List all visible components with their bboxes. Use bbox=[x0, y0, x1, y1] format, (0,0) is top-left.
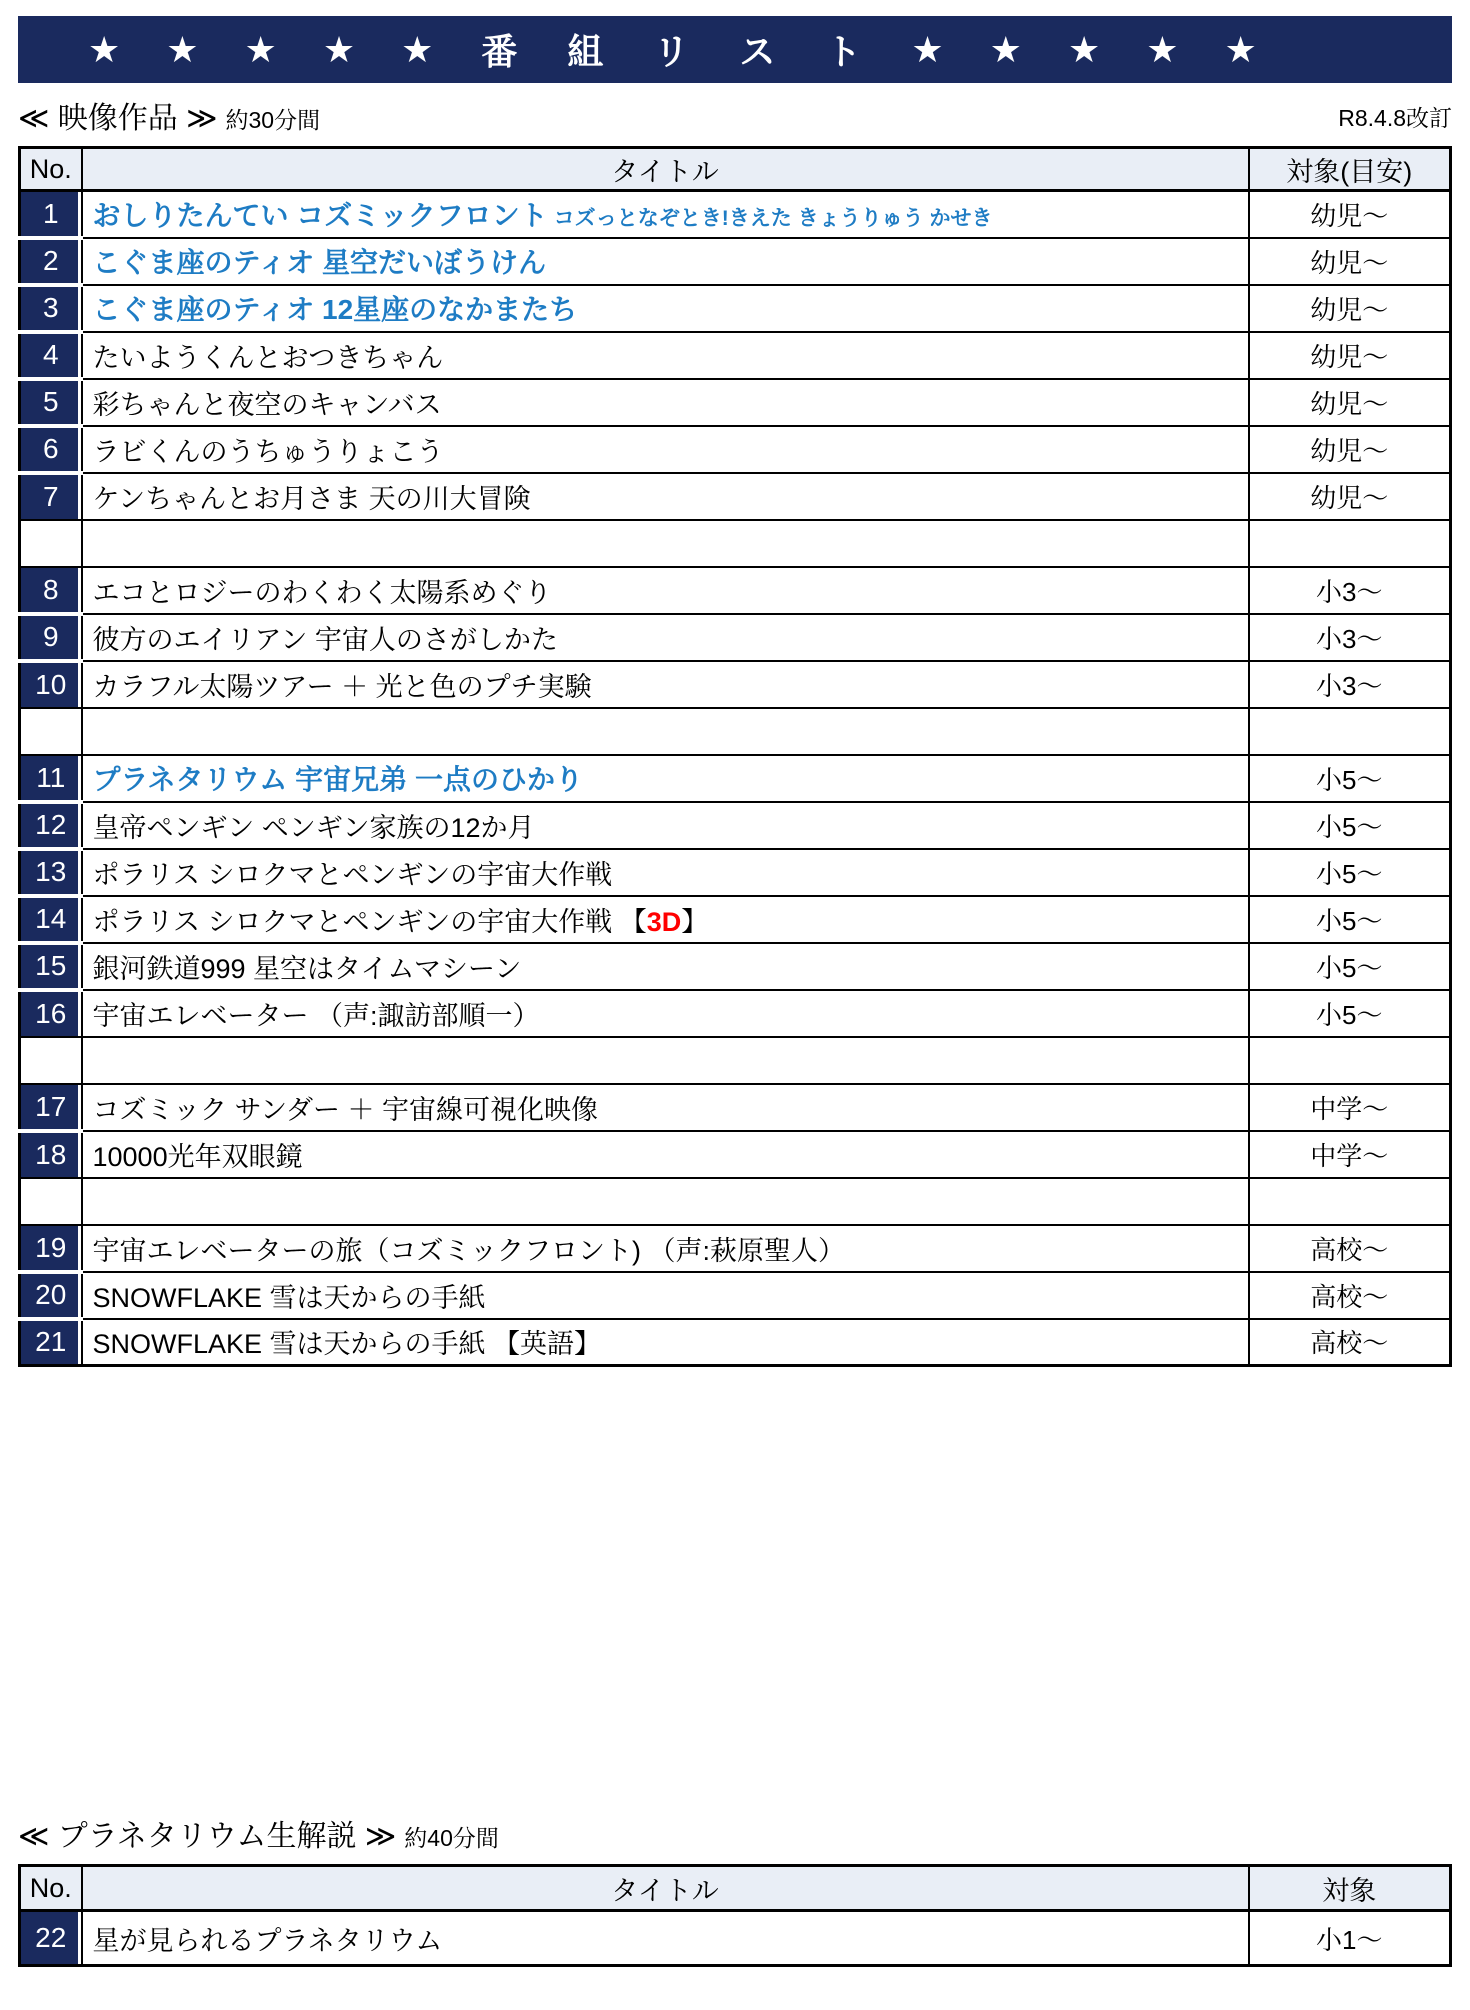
table-row bbox=[20, 849, 1451, 896]
row-title bbox=[82, 614, 1249, 661]
row-number: 12 bbox=[20, 802, 82, 849]
title-text: 彼方のエイリアン 宇宙人のさがしかた bbox=[92, 624, 558, 655]
row-target: 高校～ bbox=[1249, 1319, 1451, 1366]
table-row bbox=[20, 238, 1451, 285]
separator-row bbox=[20, 1178, 1451, 1225]
row-number: 5 bbox=[20, 379, 82, 426]
row-number bbox=[20, 1178, 82, 1225]
row-title bbox=[82, 1084, 1249, 1131]
title-text: たいようくんとおつきちゃん bbox=[92, 342, 444, 373]
row-number: 16 bbox=[20, 990, 82, 1037]
section2-heading bbox=[18, 1811, 499, 1855]
table-row bbox=[20, 1225, 1451, 1272]
row-title bbox=[82, 943, 1249, 990]
row-title bbox=[82, 473, 1249, 520]
row-target: 小3～ bbox=[1249, 661, 1451, 708]
row-target: 小5～ bbox=[1249, 990, 1451, 1037]
row-title bbox=[82, 990, 1249, 1037]
column-header-target: 対象 bbox=[1249, 1866, 1451, 1911]
live-show-table bbox=[18, 1864, 1452, 1967]
row-number: 15 bbox=[20, 943, 82, 990]
column-header-target: 対象(目安) bbox=[1249, 148, 1451, 191]
title-tail: 】 bbox=[681, 906, 709, 937]
section1-heading-row bbox=[18, 97, 1452, 137]
row-number: 19 bbox=[20, 1225, 82, 1272]
section1-duration: 約30分間 bbox=[225, 107, 321, 133]
row-number: 4 bbox=[20, 332, 82, 379]
column-header-no: No. bbox=[20, 1866, 82, 1911]
row-number: 20 bbox=[20, 1272, 82, 1319]
table-row bbox=[20, 1131, 1451, 1178]
row-number bbox=[20, 520, 82, 567]
title-3d-badge: 3D bbox=[646, 906, 682, 937]
table-row bbox=[20, 1911, 1451, 1966]
title-text: 宇宙エレベーターの旅（コズミックフロント) （声:萩原聖人） bbox=[92, 1235, 845, 1266]
row-title bbox=[82, 849, 1249, 896]
row-target: 小3～ bbox=[1249, 614, 1451, 661]
row-number: 9 bbox=[20, 614, 82, 661]
table-row bbox=[20, 896, 1451, 943]
row-title bbox=[82, 1225, 1249, 1272]
separator-row bbox=[20, 708, 1451, 755]
table-row bbox=[20, 943, 1451, 990]
page-title: 番 組 リ ス ト bbox=[481, 31, 882, 72]
row-number: 13 bbox=[20, 849, 82, 896]
title-text: プラネタリウム 宇宙兄弟 一点のひかり bbox=[92, 764, 583, 795]
row-title bbox=[82, 332, 1249, 379]
separator-row bbox=[20, 520, 1451, 567]
row-target: 幼児～ bbox=[1249, 379, 1451, 426]
table-row bbox=[20, 567, 1451, 614]
row-number: 7 bbox=[20, 473, 82, 520]
row-title bbox=[82, 567, 1249, 614]
row-number: 3 bbox=[20, 285, 82, 332]
row-target: 幼児～ bbox=[1249, 285, 1451, 332]
row-target bbox=[1249, 708, 1451, 755]
row-target: 幼児～ bbox=[1249, 238, 1451, 285]
banner bbox=[18, 16, 1452, 83]
row-title bbox=[82, 896, 1249, 943]
title-subtext: コズっとなぞとき!きえた きょうりゅう かせき bbox=[547, 207, 993, 231]
title-text: ポラリス シロクマとペンギンの宇宙大作戦 【 bbox=[92, 906, 647, 937]
row-target bbox=[1249, 520, 1451, 567]
row-title bbox=[82, 1178, 1249, 1225]
table-row bbox=[20, 332, 1451, 379]
title-text: 彩ちゃんと夜空のキャンバス bbox=[92, 389, 442, 420]
title-text: ケンちゃんとお月さま 天の川大冒険 bbox=[92, 483, 531, 514]
section2-duration: 約40分間 bbox=[404, 1825, 499, 1851]
title-text: 宇宙エレベーター （声:諏訪部順一） bbox=[92, 1000, 540, 1031]
row-target: 小5～ bbox=[1249, 802, 1451, 849]
row-title bbox=[82, 755, 1249, 802]
title-text: SNOWFLAKE 雪は天からの手紙 【英語】 bbox=[92, 1329, 602, 1360]
row-target: 高校～ bbox=[1249, 1272, 1451, 1319]
table-row bbox=[20, 379, 1451, 426]
title-text: エコとロジーのわくわく太陽系めぐり bbox=[92, 577, 552, 608]
film-table-header-row bbox=[20, 148, 1451, 191]
row-target: 小5～ bbox=[1249, 943, 1451, 990]
row-title bbox=[82, 1272, 1249, 1319]
row-target: 小5～ bbox=[1249, 896, 1451, 943]
row-number: 22 bbox=[20, 1911, 82, 1966]
row-title bbox=[82, 1131, 1249, 1178]
row-number: 2 bbox=[20, 238, 82, 285]
table-row bbox=[20, 1319, 1451, 1366]
title-text: SNOWFLAKE 雪は天からの手紙 bbox=[92, 1282, 486, 1313]
table-row bbox=[20, 990, 1451, 1037]
title-text: 銀河鉄道999 星空はタイムマシーン bbox=[92, 953, 522, 984]
separator-row bbox=[20, 1037, 1451, 1084]
revision-date: R8.4.8改訂 bbox=[1338, 105, 1452, 131]
table-row bbox=[20, 191, 1451, 238]
row-title bbox=[82, 520, 1249, 567]
row-number: 1 bbox=[20, 191, 82, 238]
column-header-title: タイトル bbox=[82, 1866, 1249, 1911]
row-number: 14 bbox=[20, 896, 82, 943]
star-icons-right: ★ ★ ★ ★ ★ bbox=[911, 28, 1275, 70]
live-table-header-row bbox=[20, 1866, 1451, 1911]
table-row bbox=[20, 661, 1451, 708]
row-number bbox=[20, 708, 82, 755]
table-row bbox=[20, 614, 1451, 661]
section1-title: ≪ 映像作品 ≫ bbox=[18, 102, 218, 135]
title-text: おしりたんてい コズミックフロント bbox=[92, 200, 548, 232]
row-number: 21 bbox=[20, 1319, 82, 1366]
row-number bbox=[20, 1037, 82, 1084]
title-text: 10000光年双眼鏡 bbox=[92, 1141, 303, 1172]
row-title bbox=[82, 1319, 1249, 1366]
row-target: 中学～ bbox=[1249, 1131, 1451, 1178]
row-title bbox=[82, 708, 1249, 755]
title-text: ラビくんのうちゅうりょこう bbox=[92, 436, 444, 467]
row-target: 小5～ bbox=[1249, 755, 1451, 802]
row-target: 小1～ bbox=[1249, 1911, 1451, 1966]
row-title bbox=[82, 426, 1249, 473]
title-text: こぐま座のティオ 12星座のなかまたち bbox=[92, 294, 578, 325]
row-number: 17 bbox=[20, 1084, 82, 1131]
row-target: 幼児～ bbox=[1249, 191, 1451, 238]
title-text: コズミック サンダー ＋ 宇宙線可視化映像 bbox=[92, 1094, 599, 1125]
film-table-body bbox=[20, 191, 1451, 1366]
title-text: 皇帝ペンギン ペンギン家族の12か月 bbox=[92, 812, 535, 843]
row-target: 幼児～ bbox=[1249, 426, 1451, 473]
row-number: 11 bbox=[20, 755, 82, 802]
title-text: カラフル太陽ツアー ＋ 光と色のプチ実験 bbox=[92, 671, 592, 702]
row-title bbox=[82, 1911, 1249, 1966]
table-row bbox=[20, 473, 1451, 520]
row-number: 10 bbox=[20, 661, 82, 708]
row-target bbox=[1249, 1037, 1451, 1084]
row-title bbox=[82, 191, 1249, 238]
table-row bbox=[20, 285, 1451, 332]
row-target: 高校～ bbox=[1249, 1225, 1451, 1272]
row-target: 幼児～ bbox=[1249, 332, 1451, 379]
section2-title: ≪ プラネタリウム生解説 ≫ bbox=[18, 1820, 397, 1853]
title-text: ポラリス シロクマとペンギンの宇宙大作戦 bbox=[92, 859, 613, 890]
film-program-table bbox=[18, 146, 1452, 1367]
title-text: 星が見られるプラネタリウム bbox=[92, 1925, 443, 1956]
table-row bbox=[20, 426, 1451, 473]
row-title bbox=[82, 802, 1249, 849]
section2-heading-row bbox=[18, 1815, 1452, 1855]
row-target: 中学～ bbox=[1249, 1084, 1451, 1131]
row-title bbox=[82, 1037, 1249, 1084]
row-number: 8 bbox=[20, 567, 82, 614]
row-number: 6 bbox=[20, 426, 82, 473]
table-row bbox=[20, 1272, 1451, 1319]
row-title bbox=[82, 661, 1249, 708]
row-target bbox=[1249, 1178, 1451, 1225]
row-target: 小5～ bbox=[1249, 849, 1451, 896]
live-table-body bbox=[20, 1911, 1451, 1966]
section1-heading bbox=[18, 93, 320, 137]
column-header-no: No. bbox=[20, 148, 82, 191]
column-header-title: タイトル bbox=[82, 148, 1249, 191]
row-title bbox=[82, 238, 1249, 285]
banner-content bbox=[88, 24, 1275, 75]
row-title bbox=[82, 379, 1249, 426]
table-row bbox=[20, 802, 1451, 849]
row-title bbox=[82, 285, 1249, 332]
star-icons-left: ★ ★ ★ ★ ★ bbox=[88, 28, 452, 70]
row-number: 18 bbox=[20, 1131, 82, 1178]
title-text: こぐま座のティオ 星空だいぼうけん bbox=[92, 247, 547, 278]
table-row bbox=[20, 1084, 1451, 1131]
row-target: 幼児～ bbox=[1249, 473, 1451, 520]
table-row bbox=[20, 755, 1451, 802]
row-target: 小3～ bbox=[1249, 567, 1451, 614]
